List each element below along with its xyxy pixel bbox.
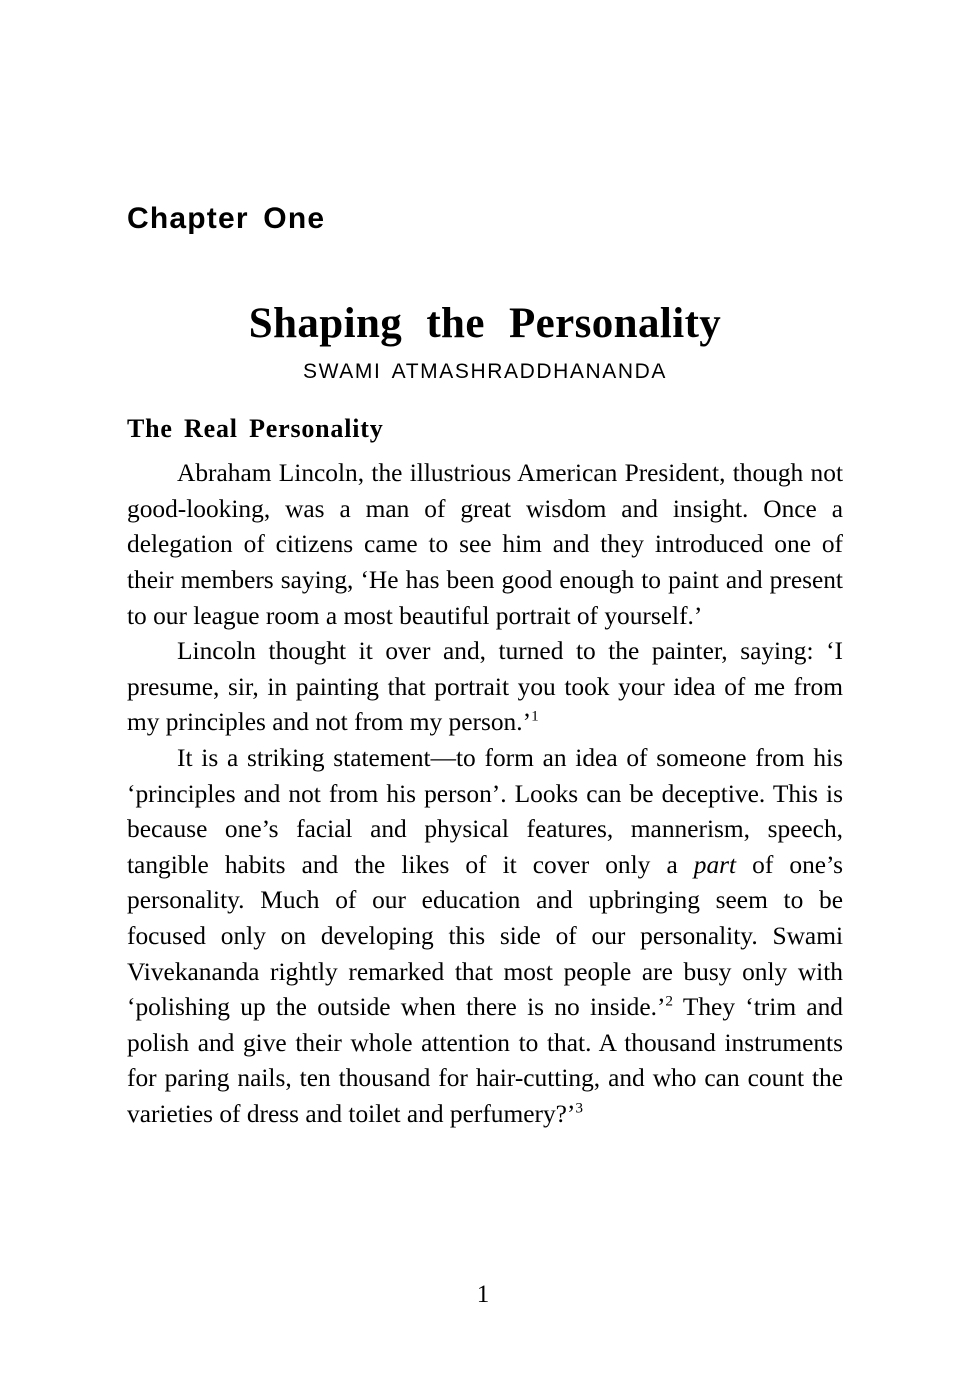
paragraph-text-segment-3: They ‘trim and polish and give their whole attention to that. A thousand instruments for paring nails, ten thousand for hair-cutting, and who can count the varieties of dress and toilet and perfumery?’ (127, 993, 843, 1128)
paragraph-text-segment-2: of one’s personality. Much of our education and upbringing seem to be focused only on developing this side of our personality. Swami Vivekananda rightly remarked that most people are busy only with ‘polishing up the outside when there is no inside.’ (127, 850, 843, 1022)
page-number: 1 (476, 1281, 490, 1308)
paragraph-striking-statement (127, 741, 843, 1133)
paragraph-lincoln-intro: Abraham Lincoln, the illustrious American President, though not good-looking, was a man of great wisdom and insight. Once a delegation of citizens came to see him and they introduced one of their members saying, ‘He has been good enough to paint and present to our league room a most beautiful portrait of yourself.’ (127, 459, 843, 630)
emphasis-part: part (693, 850, 737, 879)
section-heading-real-personality: The Real Personality (127, 414, 384, 444)
paragraph-text: Lincoln thought it over and, turned to the painter, saying: ‘I presume, sir, in painting that portrait you took your idea of me from my principles and not from my person.’ (127, 637, 843, 737)
chapter-label: Chapter One (127, 202, 326, 235)
footnote-marker-2: 2 (665, 992, 674, 1010)
paragraph-lincoln-quote (127, 634, 843, 741)
footnote-marker-1: 1 (531, 707, 539, 725)
author-byline: SWAMI ATMASHRADDHANANDA (303, 360, 667, 384)
paragraph-text-segment-1: It is a striking statement—to form an idea of someone from his ‘principles and not from his person’. Looks can be deceptive. This is because one’s facial and physical features, mannerism, speech, tangible habits and the likes of it cover only a (127, 744, 843, 879)
article-title: Shaping the Personality (248, 300, 722, 347)
footnote-marker-3: 3 (575, 1099, 584, 1117)
page-content-column (127, 0, 843, 1133)
